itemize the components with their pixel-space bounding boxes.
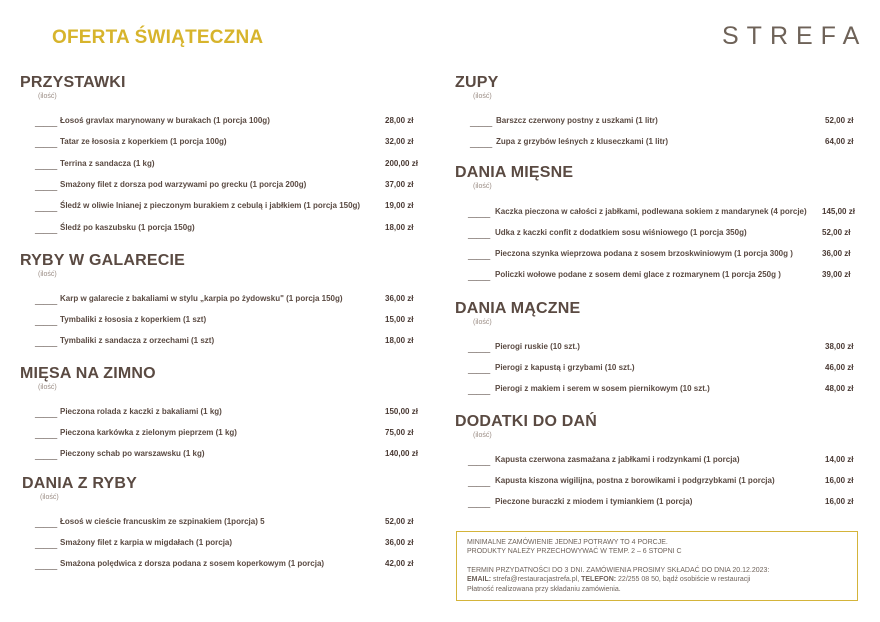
brand-logo: STREFA [722, 22, 868, 50]
section-title: PRZYSTAWKI [20, 74, 126, 91]
menu-item-price: 46,00 zł [825, 363, 854, 372]
quantity-blank[interactable]: _____ [35, 160, 58, 170]
quantity-blank[interactable]: _____ [468, 386, 491, 395]
menu-item-price: 200,00 zł [385, 158, 418, 168]
quantity-blank[interactable]: _____ [35, 224, 58, 234]
quantity-label: (ilość) [473, 93, 492, 100]
section-dodatki-do-dan [455, 413, 597, 439]
menu-item-price: 140,00 zł [385, 449, 418, 458]
phone-value[interactable]: 22/255 08 50, bądź osobiście w restauracji [616, 576, 751, 584]
menu-item-price: 18,00 zł [385, 222, 414, 232]
menu-item-price: 39,00 zł [822, 270, 851, 279]
menu-item-name: Barszcz czerwony postny z uszkami (1 litr) [496, 116, 658, 125]
note-deadline: TERMIN PRZYDATNOŚCI DO 3 DNI. ZAMÓWIENIA PROSIMY SKŁADAĆ DO DNIA 20.12.2023: [467, 566, 770, 574]
menu-item-name: Smażona polędwica z dorsza podana z sosem koperkowym (1 porcja) [60, 559, 325, 568]
quantity-blank[interactable]: _____ [35, 317, 58, 326]
quantity-blank[interactable]: _____ [35, 519, 58, 528]
menu-item-name: Karp w galarecie z bakaliami w stylu „karpia po żydowsku" (1 porcja 150g) [60, 294, 343, 303]
menu-item-price: 36,00 zł [385, 294, 414, 303]
menu-item-price: 36,00 zł [822, 249, 851, 258]
menu-item-price: 150,00 zł [385, 407, 418, 416]
menu-item-price: 52,00 zł [825, 116, 854, 125]
quantity-blank[interactable]: _____ [35, 561, 58, 570]
quantity-label: (ilość) [473, 183, 492, 190]
quantity-blank[interactable]: _____ [470, 118, 493, 127]
menu-item-name: Smażony filet z karpia w migdałach (1 porcja) [60, 538, 233, 547]
phone-label: TELEFON: [581, 576, 617, 584]
quantity-blank[interactable]: _____ [35, 540, 58, 549]
section-dania-z-ryby [22, 475, 137, 501]
quantity-blank[interactable]: _____ [468, 209, 491, 218]
quantity-blank[interactable]: _____ [468, 457, 491, 466]
menu-item-price: 18,00 zł [385, 336, 414, 345]
menu-item-price: 64,00 zł [825, 137, 854, 146]
quantity-blank[interactable]: _____ [468, 365, 491, 374]
quantity-blank[interactable]: _____ [35, 203, 58, 213]
menu-item-name: Smażony filet z dorsza pod warzywami po grecku (1 porcja 200g) [60, 179, 307, 189]
menu-item-price: 16,00 zł [825, 497, 854, 506]
section-zupy [455, 74, 498, 100]
quantity-blank[interactable]: _____ [470, 139, 493, 148]
quantity-blank[interactable]: _____ [35, 430, 58, 439]
menu-item-price: 36,00 zł [385, 538, 414, 547]
menu-item-price: 28,00 zł [385, 116, 414, 125]
section-dania-miesne [455, 164, 573, 190]
quantity-blank[interactable]: _____ [468, 344, 491, 353]
menu-item-name: Kaczka pieczona w całości z jabłkami, podlewana sokiem z mandarynek (4 porcje) [495, 207, 807, 216]
menu-item-name: Pieczony schab po warszawsku (1 kg) [60, 449, 205, 458]
note-storage: PRODUKTY NALEŻY PRZECHOWYWAĆ W TEMP. 2 – 6 STOPNI C [467, 548, 682, 556]
menu-item-name: Tatar ze łososia z koperkiem (1 porcja 100g) [60, 137, 227, 147]
menu-item-price: 37,00 zł [385, 179, 414, 189]
section-title: MIĘSA NA ZIMNO [20, 365, 156, 382]
email-value[interactable]: strefa@restauracjastrefa.pl, [491, 576, 582, 584]
menu-item-price: 16,00 zł [825, 476, 854, 485]
section-title: DANIA MĄCZNE [455, 300, 581, 317]
quantity-blank[interactable]: _____ [35, 118, 58, 127]
order-notes-box [456, 531, 858, 601]
quantity-blank[interactable]: _____ [468, 230, 491, 239]
menu-item-name: Terrina z sandacza (1 kg) [60, 158, 155, 168]
note-payment: Płatność realizowana przy składaniu zamówienia. [467, 585, 621, 593]
section-przystawki [20, 74, 126, 100]
menu-item-name: Śledź w oliwie lnianej z pieczonym burakiem z cebulą i jabłkiem (1 porcja 150g) [60, 201, 361, 211]
quantity-label: (ilość) [38, 384, 57, 391]
quantity-blank[interactable]: _____ [35, 139, 58, 149]
section-title: ZUPY [455, 74, 499, 91]
menu-item-name: Pieczona karkówka z zielonym pieprzem (1 kg) [60, 428, 237, 437]
menu-item-price: 19,00 zł [385, 201, 414, 211]
menu-item-name: Pierogi z makiem i serem w sosem piernikowym (10 szt.) [495, 384, 710, 393]
menu-item-name: Łosoś w cieście francuskim ze szpinakiem (1porcja) 5 [60, 517, 265, 526]
section-miesa-na-zimno [20, 365, 156, 391]
section-title: RYBY W GALARECIE [20, 252, 185, 269]
section-title: DODATKI DO DAŃ [455, 413, 598, 430]
note-contact [467, 575, 847, 584]
quantity-blank[interactable]: _____ [35, 338, 58, 347]
menu-item-price: 32,00 zł [385, 137, 414, 147]
menu-item-name: Tymbaliki z łososia z koperkiem (1 szt) [60, 315, 207, 324]
quantity-blank[interactable]: _____ [35, 451, 58, 460]
email-label: EMAIL: [467, 576, 492, 584]
quantity-label: (ilość) [38, 271, 57, 278]
menu-item-name: Policzki wołowe podane z sosem demi glace z rozmarynem (1 porcja 250g ) [495, 270, 781, 279]
section-dania-maczne [455, 300, 580, 326]
quantity-blank[interactable]: _____ [468, 272, 491, 281]
note-min-order: MINIMALNE ZAMÓWIENIE JEDNEJ POTRAWY TO 4 PORCJE. [467, 539, 668, 546]
page-title: OFERTA ŚWIĄTECZNA [52, 27, 264, 48]
menu-item-name: Zupa z grzybów leśnych z kluseczkami (1 litr) [496, 137, 669, 146]
quantity-label: (ilość) [40, 494, 59, 501]
quantity-label: (ilość) [38, 93, 57, 100]
menu-item-name: Pierogi ruskie (10 szt.) [495, 342, 580, 351]
menu-item-name: Łosoś gravlax marynowany w burakach (1 porcja 100g) [60, 116, 270, 125]
menu-item-name: Kapusta czerwona zasmażana z jabłkami i rodzynkami (1 porcja) [495, 455, 740, 464]
menu-item-price: 42,00 zł [385, 559, 414, 568]
menu-item-price: 145,00 zł [822, 207, 855, 216]
menu-item-name: Pieczone buraczki z miodem i tymiankiem (1 porcja) [495, 497, 693, 506]
menu-item-price: 75,00 zł [385, 428, 414, 437]
menu-item-price: 14,00 zł [825, 455, 854, 464]
menu-item-price: 38,00 zł [825, 342, 854, 351]
quantity-blank[interactable]: _____ [35, 409, 58, 418]
quantity-blank[interactable]: _____ [468, 251, 491, 260]
menu-item-price: 48,00 zł [825, 384, 854, 393]
menu-item-name: Pieczona szynka wieprzowa podana z sosem brzoskwiniowym (1 porcja 300g ) [495, 249, 793, 258]
menu-item-name: Tymbaliki z sandacza z orzechami (1 szt) [60, 336, 215, 345]
section-ryby-w-galarecie [20, 252, 185, 278]
menu-item-price: 52,00 zł [822, 228, 851, 237]
menu-item-price: 52,00 zł [385, 517, 414, 526]
quantity-blank[interactable]: _____ [468, 478, 491, 487]
menu-item-price: 15,00 zł [385, 315, 414, 324]
section-title: DANIA Z RYBY [22, 475, 137, 492]
menu-item-name: Pierogi z kapustą i grzybami (10 szt.) [495, 363, 635, 372]
menu-item-name: Śledź po kaszubsku (1 porcja 150g) [60, 222, 195, 232]
menu-item-name: Pieczona rolada z kaczki z bakaliami (1 kg) [60, 407, 222, 416]
menu-item-name: Udka z kaczki confit z dodatkiem sosu wiśniowego (1 porcja 350g) [495, 228, 747, 237]
quantity-blank[interactable]: _____ [468, 499, 491, 508]
quantity-label: (ilość) [473, 319, 492, 326]
menu-item-name: Kapusta kiszona wigilijna, postna z borowikami i podgrzybkami (1 porcja) [495, 476, 775, 485]
quantity-blank[interactable]: _____ [35, 181, 58, 191]
quantity-label: (ilość) [473, 432, 492, 439]
quantity-blank[interactable]: _____ [35, 296, 58, 305]
section-title: DANIA MIĘSNE [455, 164, 574, 181]
